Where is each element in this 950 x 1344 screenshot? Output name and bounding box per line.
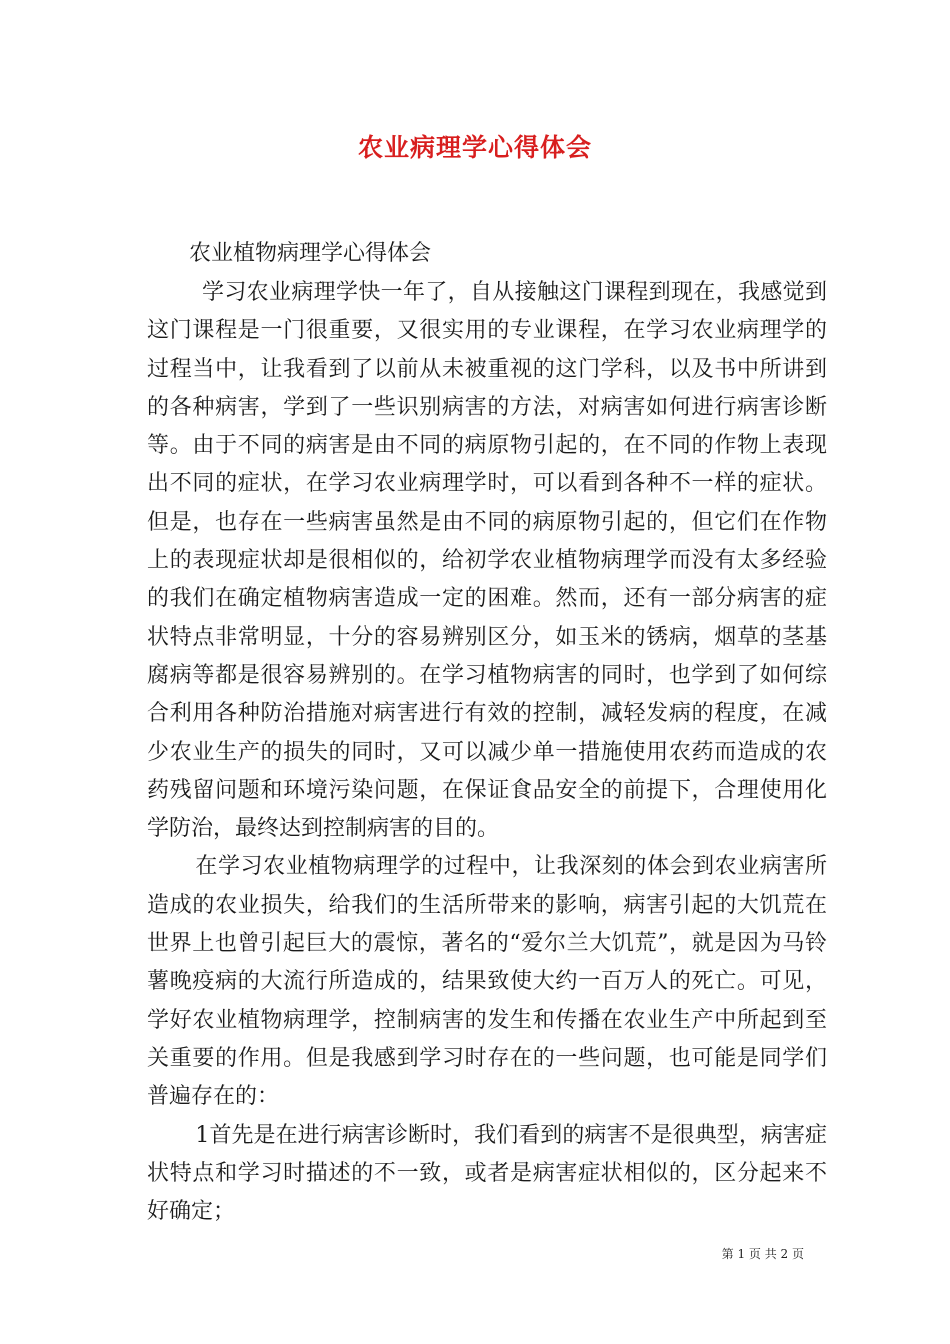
page-number: 第 1 页 共 2 页 [721,1247,804,1261]
paragraph-2: 在学习农业植物病理学的过程中，让我深刻的体会到农业病害所造成的农业损失，给我们的生活所带来的影响，病害引起的大饥荒在世界上也曾引起巨大的震惊，著名的“爱尔兰大饥荒”，就是因为马铃薯晚疫病的大流行所造成的，结果致使大约一百万人的死亡。可见，学好农业植物病理学，控制病害的发生和传播在农业生产中所起到至关重要的作用。但是我感到学习时存在的一些问题，也可能是同学们普遍存在的： [147,854,827,1110]
document-body [147,274,827,1231]
document-subtitle: 农业植物病理学心得体会 [189,241,432,266]
paragraph-1: 学习农业病理学快一年了，自从接触这门课程到现在，我感觉到这门课程是一门很重要，又很实用的专业课程，在学习农业病理学的过程当中，让我看到了以前从未被重视的这门学科，以及书中所讲到的各种病害，学到了一些识别病害的方法，对病害如何进行病害诊断等。由于不同的病害是由不同的病原物引起的，在不同的作物上表现出不同的症状，在学习农业病理学时，可以看到各种不一样的症状。但是，也存在一些病害虽然是由不同的病原物引起的，但它们在作物上的表现症状却是很相似的，给初学农业植物病理学而没有太多经验的我们在确定植物病害造成一定的困难。然而，还有一部分病害的症状特点非常明显，十分的容易辨别区分，如玉米的锈病，烟草的茎基腐病等都是很容易辨别的。在学习植物病害的同时，也学到了如何综合利用各种防治措施对病害进行有效的控制，减轻发病的程度，在减少农业生产的损失的同时，又可以减少单一措施使用农药而造成的农药残留问题和环境污染问题，在保证食品安全的前提下，合理使用化学防治，最终达到控制病害的目的。 [147,280,827,842]
paragraph-3: 1首先是在进行病害诊断时，我们看到的病害不是很典型，病害症状特点和学习时描述的不一致，或者是病害症状相似的，区分起来不好确定； [147,1122,827,1225]
document-title: 农业病理学心得体会 [357,133,592,162]
